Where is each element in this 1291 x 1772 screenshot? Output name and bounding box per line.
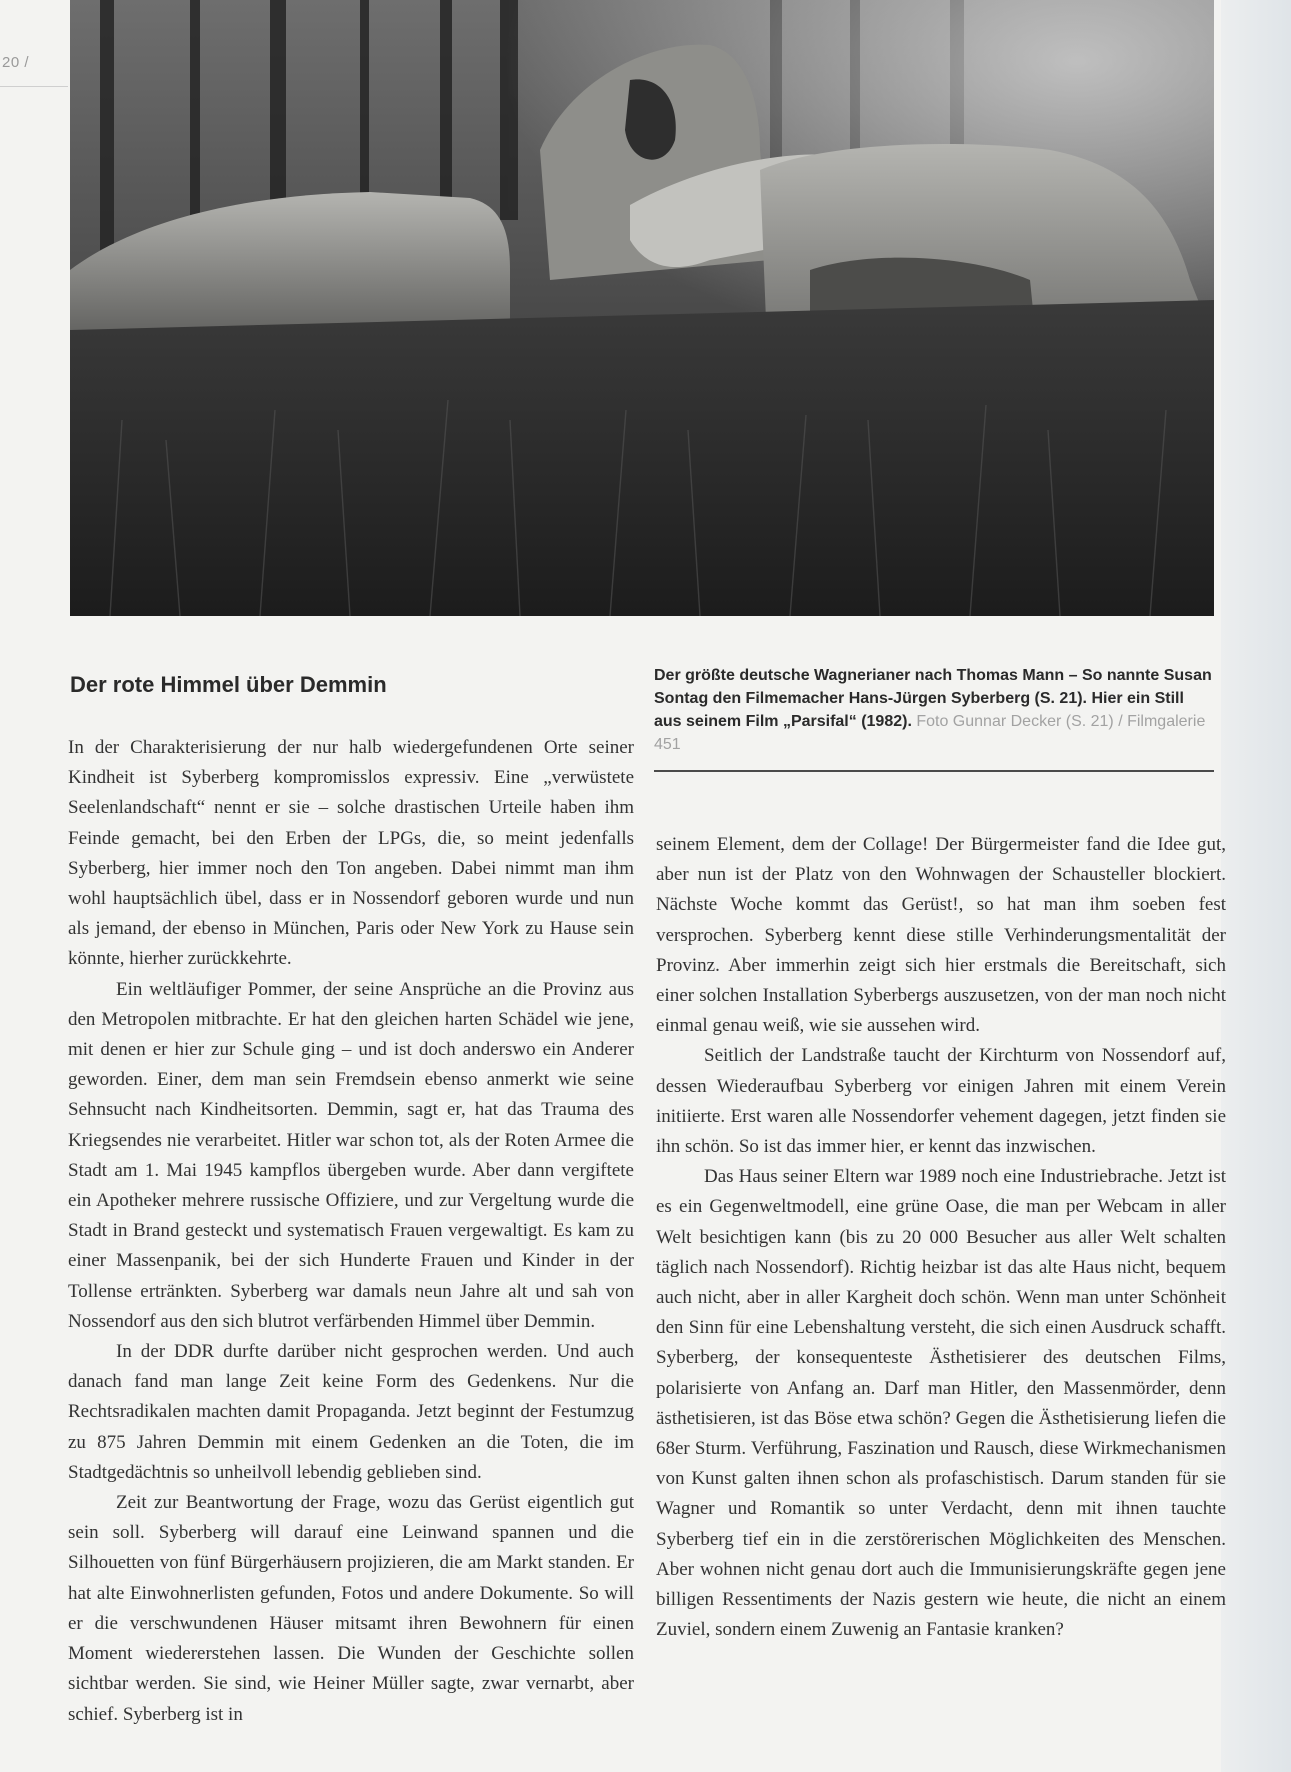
paragraph: In der DDR durfte darüber nicht gesprochen werden. Und auch danach fand man lange Zeit keine Form des Gedenkens. Nur die Rechtsradikalen machten damit Propaganda. Jetzt beginnt der Festumzug zu 875 Jahren Demmin mit einem Gedenken an die Toten, die im Stadtgedächtnis so unheilvoll lebendig geblieben sind. (68, 1341, 634, 1483)
article-headline: Der rote Himmel über Demmin (70, 672, 387, 697)
article-column-right (656, 830, 1226, 1645)
paragraph: Seitlich der Landstraße taucht der Kirchturm von Nossendorf auf, dessen Wiederaufbau Syberberg vor einigen Jahren mit einem Verein initiierte. Erst waren alle Nossendorfer vehement dagegen, jetzt finden sie ihn schön. So ist das immer hier, er kennt das inzwischen. (656, 1045, 1226, 1158)
photo-illustration (70, 0, 1214, 616)
paragraph: Das Haus seiner Eltern war 1989 noch eine Industriebrache. Jetzt ist es ein Gegenweltmodell, eine grüne Oase, die man per Webcam in aller Welt besichtigen kann (bis zu 20 000 Besucher aus aller Welt schalten täglich nach Nossendorf). Richtig heizbar ist das alte Haus nicht, bequem auch nicht, aber in aller Kargheit doch schön. Wenn man unter Schönheit den Sinn für eine Lebenshaltung versteht, die sich einen Ausdruck schafft. Syberberg, der konsequenteste Ästhetisierer des deutschen Films, polarisierte von Anfang an. Darf man Hitler, den Massenmörder, denn ästhetisieren, ist das Böse etwa schön? Gegen die Ästhetisierung liefen die 68er Sturm. Verführung, Faszination und Rausch, diese Wirkmechanismen von Kunst galten ihnen schon als profaschistisch. Darum standen für sie Wagner und Romantik so unter Verdacht, denn mit ihnen tauchte Syberberg tief ein in die zerstörerischen Möglichkeiten des Menschen. Aber wohnen nicht genau dort auch die Immunisierungskräfte gegen jene billigen Ressentiments der Nazis gestern wie heute, die nicht an einem Zuviel, sondern einem Zuwenig an Fantasie kranken? (656, 1166, 1226, 1641)
article-column-left (68, 733, 634, 1730)
film-still-photo (70, 0, 1214, 616)
caption-text: Der größte deutsche Wagnerianer nach Thomas Mann – So nannte Susan Sontag den Filmemacher Hans-Jürgen Syberberg (S. 21). Hier ein Still aus seinem Film „Parsifal“ (1982). (654, 667, 1212, 730)
paragraph: seinem Element, dem der Collage! Der Bürgermeister fand die Idee gut, aber nun ist der Platz von den Wohnwagen der Schausteller blockiert. Nächste Woche kommt das Gerüst!, so hat man ihm soeben fest versprochen. Syberberg kennt diese stille Verhinderungsmentalität der Provinz. Aber immerhin zeigt sich hier erstmals die Bereitschaft, sich einer solchen Installation Syberbergs auszusetzen, von der man noch nicht einmal genau weiß, wie sie aussehen wird. (656, 834, 1226, 1037)
paragraph: Ein weltläufiger Pommer, der seine Ansprüche an die Provinz aus den Metropolen mitbrachte. Er hat den gleichen harten Schädel wie jene, mit denen er hier zur Schule ging – und ist doch anderswo ein Anderer geworden. Einer, dem man sein Fremdsein ebenso anmerkt wie seine Sehnsucht nach Kindheitsorten. Demmin, sagt er, hat das Trauma des Kriegsendes nie verarbeitet. Hitler war schon tot, als der Roten Armee die Stadt am 1. Mai 1945 kampflos übergeben wurde. Aber dann vergiftete ein Apotheker mehrere russische Offiziere, und zur Vergeltung wurde die Stadt in Brand gesteckt und systematisch Frauen vergewaltigt. Es kam zu einer Massenpanik, bei der sich Hunderte Frauen und Kinder in der Tollense ertränkten. Syberberg war damals neun Jahre alt und sah von Nossendorf aus den sich blutrot verfärbenden Himmel über Demmin. (68, 978, 634, 1332)
paragraph: Zeit zur Beantwortung der Frage, wozu das Gerüst eigentlich gut sein soll. Syberberg will darauf eine Leinwand spannen und die Silhouetten von fünf Bürgerhäusern projizieren, die am Markt standen. Er hat alte Einwohnerlisten gefunden, Fotos und andere Dokumente. So will er die verschwundenen Häuser mitsamt ihren Bewohnern für einen Moment wiedererstehen lassen. Die Wunden der Geschichte sollen sichtbar werden. Sie sind, wie Heiner Müller sagte, zwar vernarbt, aber schief. Syberberg ist in (68, 1492, 634, 1725)
page-number-rule (0, 86, 68, 87)
photo-caption (654, 664, 1214, 756)
paragraph: In der Charakterisierung der nur halb wiedergefundenen Orte seiner Kindheit ist Syberberg kompromisslos expressiv. Eine „verwüstete Seelenlandschaft“ nennt er sie – solche drastischen Urteile haben ihm Feinde gemacht, bei den Erben der LPGs, die, so meint jedenfalls Syberberg, hier immer noch den Ton angeben. Dabei nimmt man ihm wohl hauptsächlich übel, dass er in Nossendorf geboren wurde und nun als jemand, der ebenso in München, Paris oder New York zu Hause sein könnte, hierher zurückkehrte. (68, 737, 634, 970)
page-edge (1221, 0, 1291, 1772)
page-number: 20 / (2, 54, 30, 71)
caption-rule (654, 770, 1214, 772)
photo-credit: Foto Gunnar Decker (S. 21) / Filmgalerie 451 (654, 713, 1206, 753)
